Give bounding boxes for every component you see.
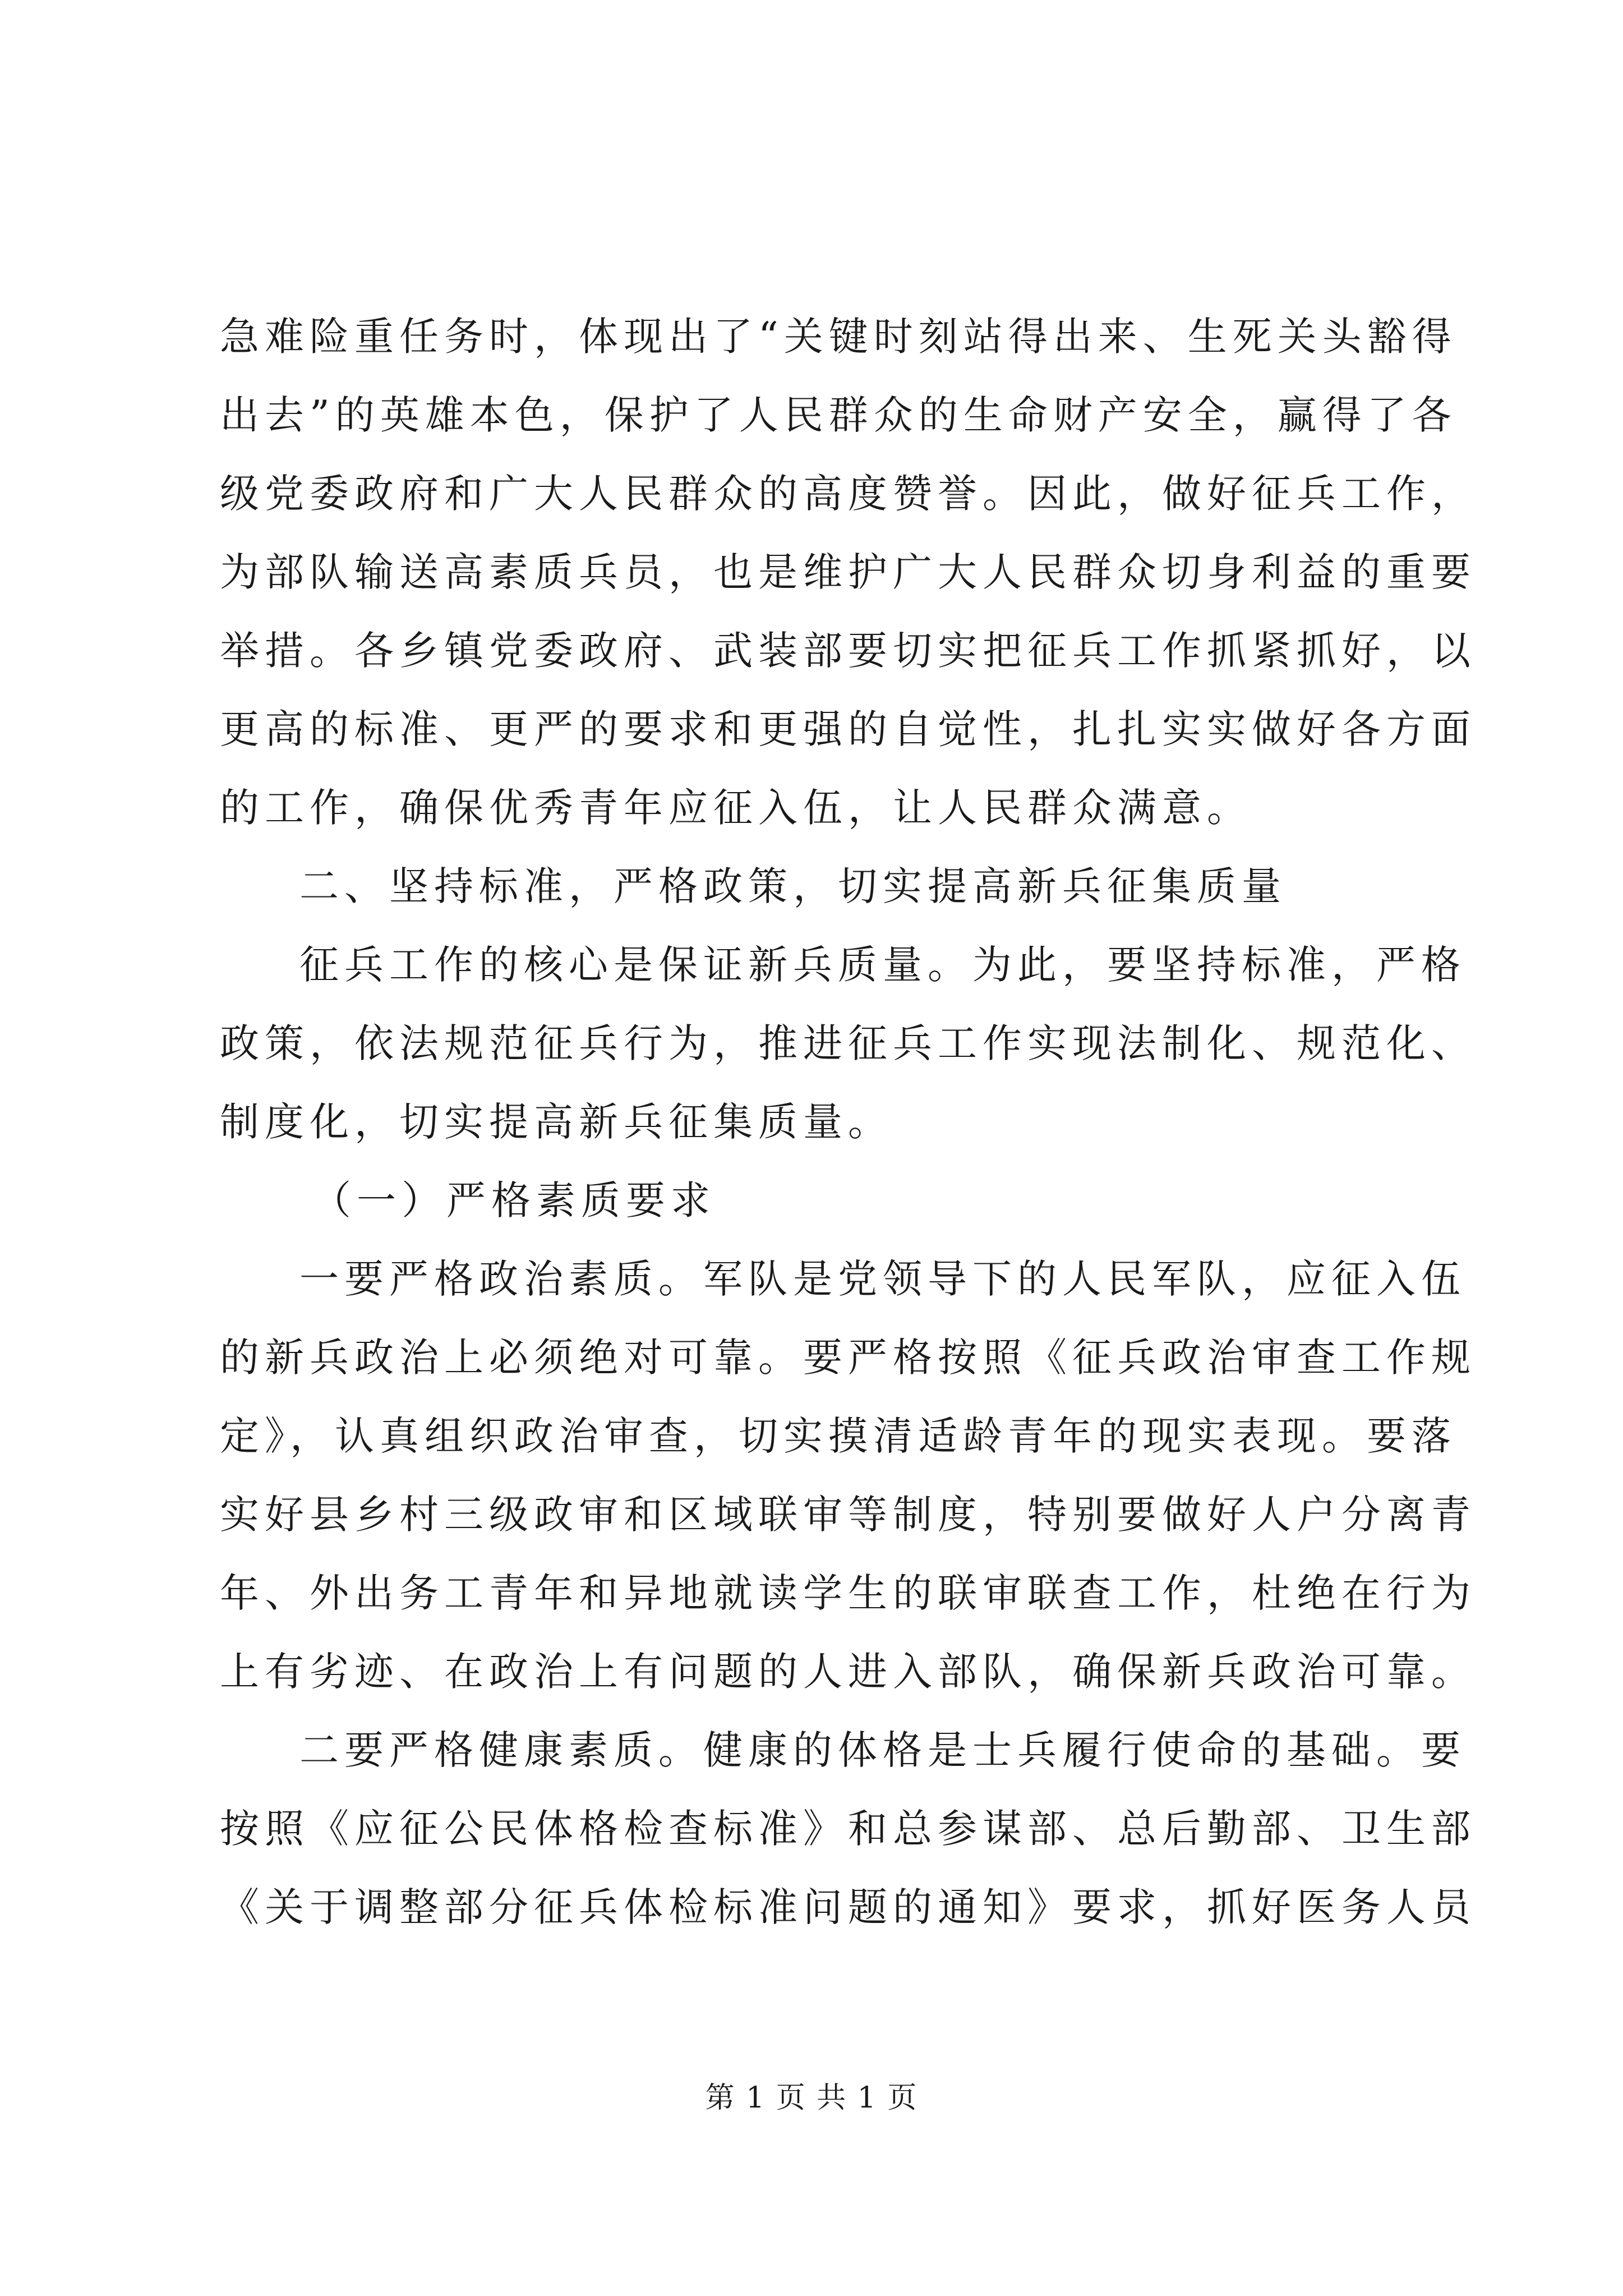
body-line-7: 的工作，确保优秀青年应征入伍，让人民群众满意。 bbox=[220, 785, 1252, 831]
body-line-9: 征兵工作的核心是保证新兵质量。为此，要坚持标准，严格 bbox=[299, 942, 1466, 988]
body-line-1: 急难险重任务时，体现出了“关键时刻站得出来、生死关头豁得 bbox=[220, 314, 1457, 360]
body-line-14: 的新兵政治上必须绝对可靠。要严格按照《征兵政治审查工作规 bbox=[220, 1335, 1476, 1381]
body-line-15: 定》，认真组织政治审查，切实摸清适龄青年的现实表现。要落 bbox=[220, 1413, 1456, 1459]
body-line-20: 按照《应征公民体格检查标准》和总参谋部、总后勤部、卫生部 bbox=[220, 1806, 1476, 1852]
body-line-4: 为部队输送高素质兵员，也是维护广大人民群众切身利益的重要 bbox=[220, 549, 1476, 595]
body-line-6: 更高的标准、更严的要求和更强的自觉性，扎扎实实做好各方面 bbox=[220, 706, 1476, 752]
section-heading-2: 二、坚持标准，严格政策，切实提高新兵征集质量 bbox=[299, 863, 1287, 909]
body-line-17: 年、外出务工青年和异地就读学生的联审联查工作，杜绝在行为 bbox=[220, 1570, 1476, 1616]
body-line-3: 级党委政府和广大人民群众的高度赞誉。因此，做好征兵工作， bbox=[220, 471, 1476, 517]
body-line-16: 实好县乡村三级政审和区域联审等制度，特别要做好人户分离青 bbox=[220, 1492, 1476, 1538]
body-line-5: 举措。各乡镇党委政府、武装部要切实把征兵工作抓紧抓好，以 bbox=[220, 628, 1476, 674]
body-line-13: 一要严格政治素质。军队是党领导下的人民军队，应征入伍 bbox=[299, 1256, 1466, 1302]
body-line-10: 政策，依法规范征兵行为，推进征兵工作实现法制化、规范化、 bbox=[220, 1020, 1476, 1066]
body-line-2: 出去”的英雄本色，保护了人民群众的生命财产安全，赢得了各 bbox=[220, 392, 1457, 438]
subsection-heading-1: （一）严格素质要求 bbox=[312, 1177, 716, 1223]
body-line-21: 《关于调整部分征兵体检标准问题的通知》要求，抓好医务人员 bbox=[220, 1884, 1476, 1930]
page-footer: 第 1 页 共 1 页 bbox=[705, 2081, 918, 2115]
body-line-19: 二要严格健康素质。健康的体格是士兵履行使命的基础。要 bbox=[299, 1727, 1466, 1773]
body-line-11: 制度化，切实提高新兵征集质量。 bbox=[220, 1099, 893, 1145]
body-line-18: 上有劣迹、在政治上有问题的人进入部队，确保新兵政治可靠。 bbox=[220, 1649, 1476, 1695]
